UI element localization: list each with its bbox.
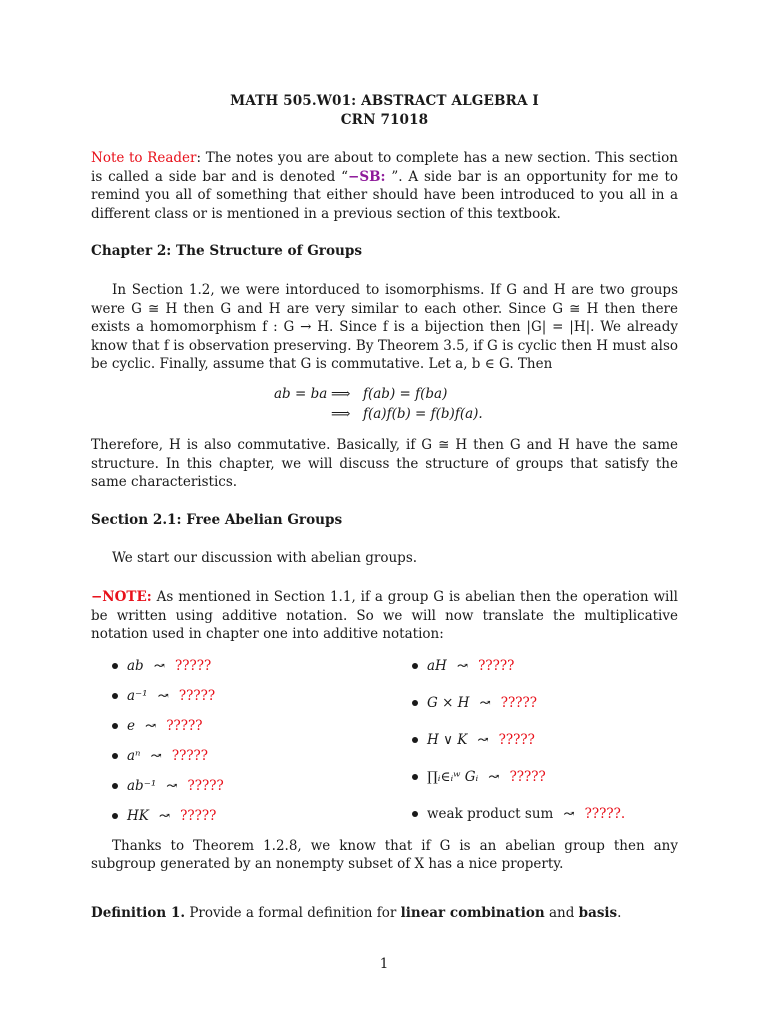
definition-label: Definition 1. [91,904,186,921]
section-note-label: −NOTE: [91,588,152,605]
equation-line-2-arrow: ⟹ [331,405,351,422]
notation-list-right [412,657,625,842]
leadsto-icon: ↝ [166,777,178,794]
note-to-reader [91,149,678,223]
term-basis: basis [578,904,618,921]
note-label: Note to Reader [91,150,197,166]
section-heading: Section 2.1: Free Abelian Groups [91,511,343,528]
leadsto-icon: ↝ [150,747,162,764]
leadsto-icon: ↝ [145,717,157,734]
note-text-after: ”. A side bar is an opportunity for me to remind you all of something that either should have been introduced to you all in a different class or is mentioned in a previous section of this textbook. [91,168,679,222]
note-text-before: : The notes you are about to complete has a new section. This section is called a side bar and is denoted “ [91,150,678,185]
notation-translation-lists [91,657,678,837]
leadsto-icon: ↝ [157,687,169,704]
chapter-paragraph-2: Therefore, H is also commutative. Basically, if G ≅ H then G and H have the same structure. In this chapter, we will discuss the structure of groups that satisfy the same characteristics. [91,436,678,491]
list-item: HK ↝ ????? [112,807,224,837]
notation-list-left [112,657,224,837]
leadsto-icon: ↝ [456,657,469,674]
leadsto-icon: ↝ [488,768,500,785]
list-item: aH ↝ ????? [412,657,625,694]
leadsto-icon: ↝ [477,731,489,748]
leadsto-icon: ↝ [479,694,491,711]
leadsto-icon: ↝ [153,657,166,674]
list-item: weak product sum ↝ ?????. [412,805,625,842]
list-item: H ∨ K ↝ ????? [412,731,625,768]
page-number: 1 [379,956,389,972]
list-item: ∏ᵢ∈ᵢʷ Gᵢ ↝ ????? [412,768,625,805]
list-item: e ↝ ????? [112,717,224,747]
list-item: G × H ↝ ????? [412,694,625,731]
equation-line-1-right: f(ab) = f(ba) [363,385,448,402]
equation-line-1-left: ab = ba [274,385,328,402]
course-title: MATH 505.W01: ABSTRACT ALGEBRA I [230,93,539,109]
list-item: a⁻¹ ↝ ????? [112,687,224,717]
chapter-heading: Chapter 2: The Structure of Groups [91,243,363,260]
title-block [91,92,678,130]
sb-label: −SB: [348,168,386,185]
closing-paragraph: Thanks to Theorem 1.2.8, we know that if G is an abelian group then any subgroup generated by an nonempty subset of X has a nice property. [91,837,678,873]
section-note-text: As mentioned in Section 1.1, if a group G is abelian then the operation will be written using additive notation. So we will now translate the multiplicative notation used in chapter one into additive notation: [91,588,678,643]
definition-1: Definition 1. Provide a formal definition for linear combination and basis. [91,904,622,921]
list-item: ab⁻¹ ↝ ????? [112,777,224,807]
term-linear-combination: linear combination [400,904,545,921]
chapter-paragraph-1: In Section 1.2, we were intorduced to isomorphisms. If G and H are two groups were G ≅ H then G and H are very similar to each other. Since G ≅ H then there exists a homomorphism f : G → H. Since f is a bijection then |G| = |H|. We already know that f is observation preserving. By Theorem 3.5, if G is cyclic then H must also be cyclic. Finally, assume that G is commutative. Let a, b ∈ G. Then [91,281,678,373]
display-equation [91,385,678,425]
leadsto-icon: ↝ [158,807,171,824]
leadsto-icon: ↝ [563,805,575,822]
list-item: aⁿ ↝ ????? [112,747,224,777]
equation-line-1-arrow: ⟹ [331,385,351,402]
section-intro: We start our discussion with abelian groups. [112,550,418,567]
equation-line-2-right: f(a)f(b) = f(b)f(a). [363,405,483,422]
list-item: ab ↝ ????? [112,657,224,687]
course-crn: CRN 71018 [340,112,429,128]
section-note [91,588,678,644]
page-content [91,92,678,922]
